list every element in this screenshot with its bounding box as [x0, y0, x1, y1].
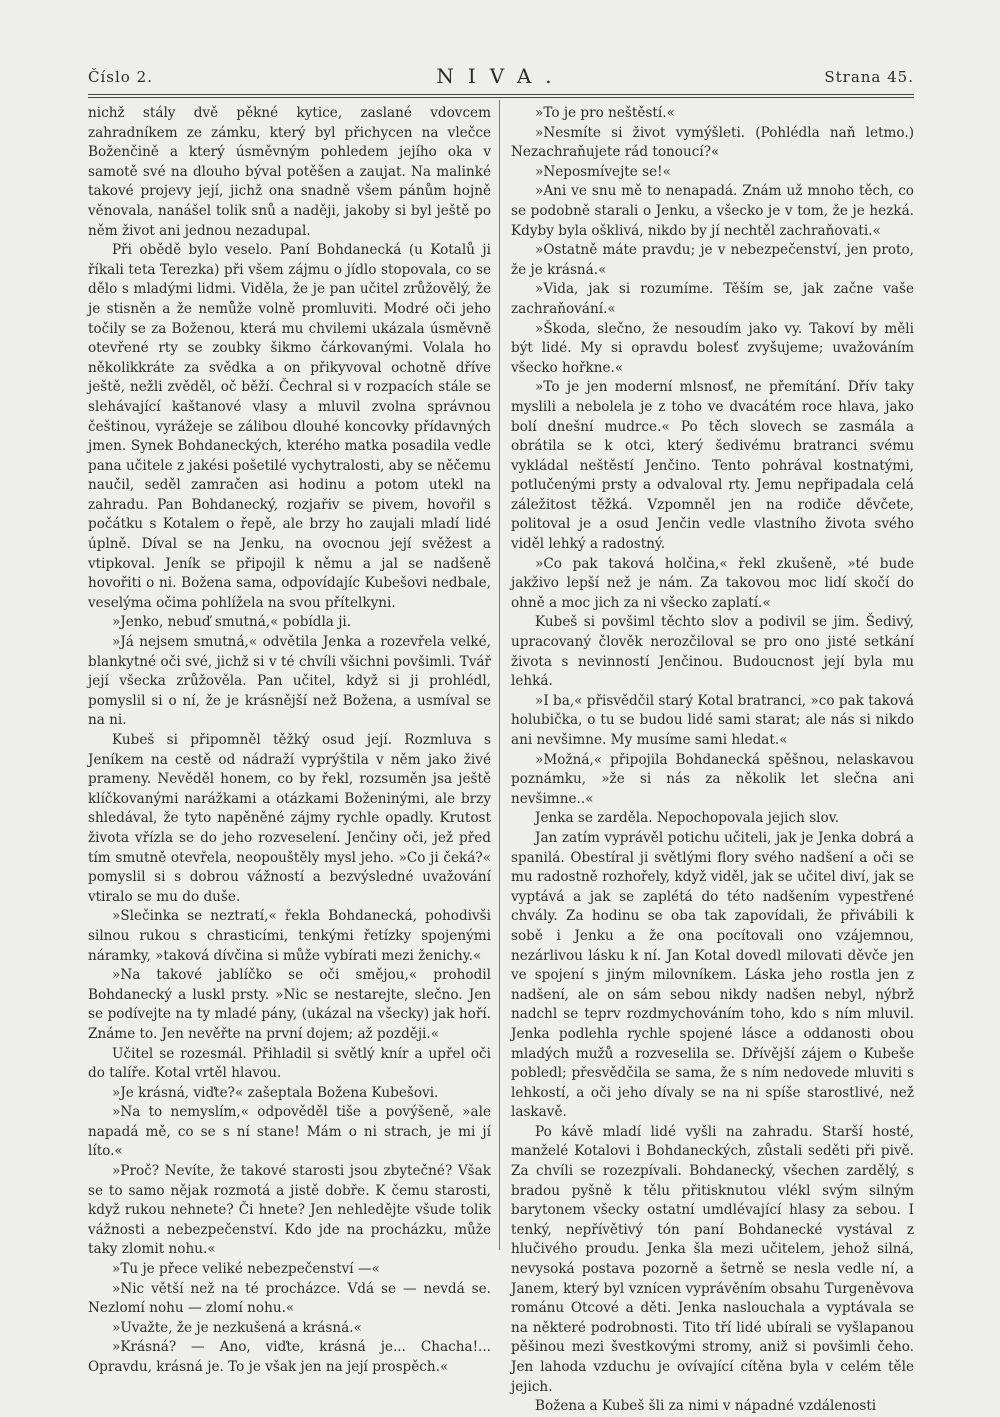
header-rule: [88, 94, 914, 95]
paragraph: »Tu je přece veliké nebezpečenství —«: [112, 1261, 380, 1278]
paragraph: »Co pak taková holčina,« řekl zkušeně, »té bude jakživo lepší než je nám. Za takovou moc lidí skočí do ohně a moc jich za ni všecko zaplatí.«: [511, 555, 914, 611]
journal-title: NIVA.: [436, 64, 566, 88]
column-divider: [499, 100, 500, 1250]
paragraph: »Nesmíte si život vymýšleti. (Pohlédla naň letmo.) Nezachraňujete rád tonoucí?«: [511, 124, 914, 161]
paragraph: »Já nejsem smutná,« odvětila Jenka a rozevřela velké, blankytné oči své, jichž si v té chvíli všichni povšimli. Tvář její všecka zrůžověla. Pan učitel, když si ji prohlédl, pomyslil si o ní, že je krásnější než Božena, a usmíval se na ni.: [88, 634, 491, 729]
issue-number: Číslo 2.: [88, 68, 153, 86]
paragraph: Kubeš si připomněl těžký osud její. Rozmluva s Jeníkem na cestě od nádraží vyprýštila v něm jako živé prameny. Nevěděl honem, co by řekl, rozsuměn jsa ještě klíčkovanými narážkami a otázkami Boženinými, ale brzy shledával, že tyto napěněné zájmy rychle opadly. Krutost života vřízla se do jeho rozveselení. Jenčiny oči, jež před tím smutně otevřela, neopouštěly mysl jeho. »Co ji čeká?« pomyslil si s dobrou vážností a bezvýsledné uvažování vtiralo se mu do duše.: [88, 732, 491, 905]
paragraph: »I ba,« přisvědčil starý Kotal bratranci, »co pak taková holubička, o tu se budou lidé sami starat; ale nás si nikdo ani nevšimne. My musíme sami hledat.«: [511, 692, 914, 748]
right-column: [511, 104, 914, 1417]
paragraph: »Jenko, nebuď smutná,« pobídla ji.: [112, 614, 352, 631]
paragraph: »To je jen moderní mlsnosť, ne přemítání. Dřív taky myslili a nebolela je z toho ve dvacátém roce hlava, jako bolí dnešní mudrce.« Po těch slovech se zasmála a obrátila se k otci, který šedivému bratranci svému vykládal neštěstí Jenčino. Tento pohrával kostnatými, potlučenými prsty a odvaloval rty. Jemu nepřipadala celá záležitost těžká. Vzpomněl jen na rodiče děvčete, politoval je a osud Jenčin vedle vlastního života svého viděl lehký a radostný.: [511, 379, 914, 553]
paragraph: »Slečinka se neztratí,« řekla Bohdanecká, pohodivši silnou rukou s chrasticími, tenkými řetízky spojenými náramky, »taková dívčina si může vybírati mezi ženichy.«: [88, 908, 491, 964]
header-rule-double: [88, 97, 914, 98]
paragraph: »Uvažte, že je nezkušená a krásná.«: [112, 1319, 362, 1336]
paragraph: »Nic větší než na té procházce. Vdá se — nevdá se. Nezlomí nohu — zlomí nohu.«: [88, 1280, 491, 1317]
paragraph: »Neposmívejte se!«: [535, 163, 671, 180]
paragraph: Kubeš si povšiml těchto slov a podivil se jim. Šedivý, upracovaný člověk nerozčiloval se pro ono jisté setkání života s nevinností Jenčinou. Budoucnost její byla mu lehká.: [511, 614, 914, 690]
paragraph: Jenka se zarděla. Nepochopovala jejich slov.: [535, 810, 840, 827]
paragraph: »Ostatně máte pravdu; je v nebezpečenství, jen proto, že je krásná.«: [511, 242, 914, 278]
paragraph: »Škoda, slečno, že nesoudím jako vy. Takoví by měli být lidé. My si opravdu bolesť zvyšujeme; uvažováním všecko hořkne.«: [511, 320, 914, 376]
page-header: [88, 64, 914, 96]
page-number: Strana 45.: [824, 68, 914, 86]
paragraph: »Krásná? — Ano, viďte, krásná je... Chacha!... Opravdu, krásná je. To je však jen na její prospěch.«: [88, 1339, 491, 1375]
paragraph: »Proč? Nevíte, že takové starosti jsou zbytečné? Však se to samo nějak rozmotá a jistě dobře. K čemu starosti, když rukou nehnete? Či hnete? Jen nehledějte všude tolik vážnosti a nebezpečenství. Kdo jde na procházku, může taky zlomit nohu.«: [88, 1163, 491, 1258]
paragraph: »Vida, jak si rozumíme. Těším se, jak začne vaše zachraňování.«: [511, 281, 914, 317]
paragraph: Božena a Kubeš šli za nimi v nápadné vzdálenosti: [535, 1398, 877, 1415]
paragraph: Při obědě bylo veselo. Paní Bohdanecká (u Kotalů ji říkali teta Terezka) při všem zájmu o jídlo stopovala, co se dělo s mladými lidmi. Viděla, že je pan učitel zrůžovělý, že je stisněn a že nemůže volně promluviti. Modré oči jeho točily se za Boženou, která mu chvilemi ukázala úsměvně otevřené rty se zoubky šikmo čárkovanými. Volala ho několikkráte za svědka a on přikyvoval ochotně dříve ještě, nežli zvěděl, oč běží. Čechral si v rozpacích stále se slehávající kaštanové vlasy a mluvil zvolna správnou češtinou, vyrážeje se zálibou dlouhé koncovky přídavných jmen. Synek Bohdaneckých, kterého matka posadila vedle pana učitele z jakési pošetilé vychytralosti, aby se něčemu naučil, seděl zamračen asi hodinu a potom utekl na zahradu. Pan Bohdanecký, rozjařiv se pivem, hovořil s počátku s Kotalem o řepě, ale brzy ho zaujali mladí lidé úplně. Díval se na Jenku, na ovocnou její svěžest a vtipkoval. Jeník se připojil k němu a jal se nadšeně hovořiti o ni. Božena sama, odpovídajíc Kubešovi nedbale, veselýma očima pohlížela na svou přítelkyni.: [88, 242, 491, 611]
paragraph: »Na takové jablíčko se oči smějou,« prohodil Bohdanecký a luskl prsty. »Nic se nestarejte, slečno. Jen se podívejte na ty mladé pány, (ukázal na všecky) jak hoří. Známe to. Jen nevěřte na první dojem; až později.«: [88, 967, 491, 1042]
paragraph: »Ani ve snu mě to nenapadá. Znám už mnoho těch, co se podobně starali o Jenku, a všecko je v tom, že je hezká. Kdyby byla ošklivá, nikdo by jí nechtěl zachraňovati.«: [511, 183, 914, 239]
paragraph: nichž stály dvě pěkné kytice, zaslané vdovcem zahradníkem ze zámku, který byl přichycen na vlečce Boženčině a který úsměvným pohledem jejího oka v samotě své na dlouho býval potěšen a zaujat. Na malinké takové projevy její, jichž ona snadně všem pánům hojně věnovala, nanášel tolik snů a naději, jakoby si byl ještě po něm život ani jednou nezadupal.: [88, 105, 491, 239]
paragraph: »Na to nemyslím,« odpověděl tiše a povýšeně, »ale napadá mě, co se s ní stane! Mám o ni strach, je mi jí líto.«: [88, 1104, 491, 1160]
paragraph: Jan zatím vyprávěl potichu učiteli, jak je Jenka dobrá a spanilá. Obestíral ji světlými flory svého nadšení a oči se mu radostně rozhořely, když viděl, jak se učitel diví, jak se vyptává a jak se zaplétá do této nadšením vypestřené chvály. Za hodinu se oba tak zapovídali, že přivábili k sobě i Jenku a že ona pocítovali ono vzájemnou, nezárlivou lásku k ní. Jan Kotal dovedl milovati děvče jen ve spojení s jiným milovníkem. Láska jeho rostla jen z nadšení, ale on sám sebou nikdy nadšen nebyl, nýbrž nadchl se teprv rozdmychováním toho, kdo s ním mluvil. Jenka podlehla rychle spojené lásce a oddanosti obou mladých mužů a rozveselila se. Dřívější zájem o Kubeše pobledl; přesvědčila se sama, že s ním nedovede mluviti s lehkostí, a oči jeho dívaly se na ni spíše starostlivé, než laskavě.: [511, 829, 914, 1121]
paragraph: Učitel se rozesmál. Přihladil si světlý knír a upřel oči do talíře. Kotal vrtěl hlavou.: [88, 1045, 491, 1082]
paragraph: Po kávě mladí lidé vyšli na zahradu. Starší hosté, manželé Kotalovi i Bohdaneckých, zůstali seděti při pivě. Za chvíli se rozezpívali. Bohdanecký, všechen zardělý, s bradou pyšně k tělu přitisknutou vlékl svým silným barytonem všecky ostatní umdlévající hlasy za sebou. I tenký, nepřívětivý tón paní Bohdanecké vystával z hlučivého proudu. Jenka šla mezi učitelem, jehož silná, nevysoká postava pozorně a šetrně se nesla vedle ní, a Janem, který byl vznícen vyprávěním obsahu Turgeněvova románu Otcové a děti. Jenka naslouchala a vyptávala se na některé podrobnosti. Tito tří lidé ubírali se vyšlapanou pěšinou mezi švestkovými stromy, aniž si povšimli čeho. Jen lahoda vzduchu je ovívající cítěna byla v celém těle jejich.: [511, 1123, 914, 1395]
paragraph: »Je krásná, viďte?« zašeptala Božena Kubešovi.: [112, 1084, 439, 1101]
left-column: [88, 104, 491, 1378]
paragraph: »Možná,« připojila Bohdanecká spěšnou, nelaskavou poznámku, »že si nás za několik let slečna ani nevšimne..«: [511, 751, 914, 807]
paragraph: »To je pro neštěstí.«: [535, 105, 675, 121]
